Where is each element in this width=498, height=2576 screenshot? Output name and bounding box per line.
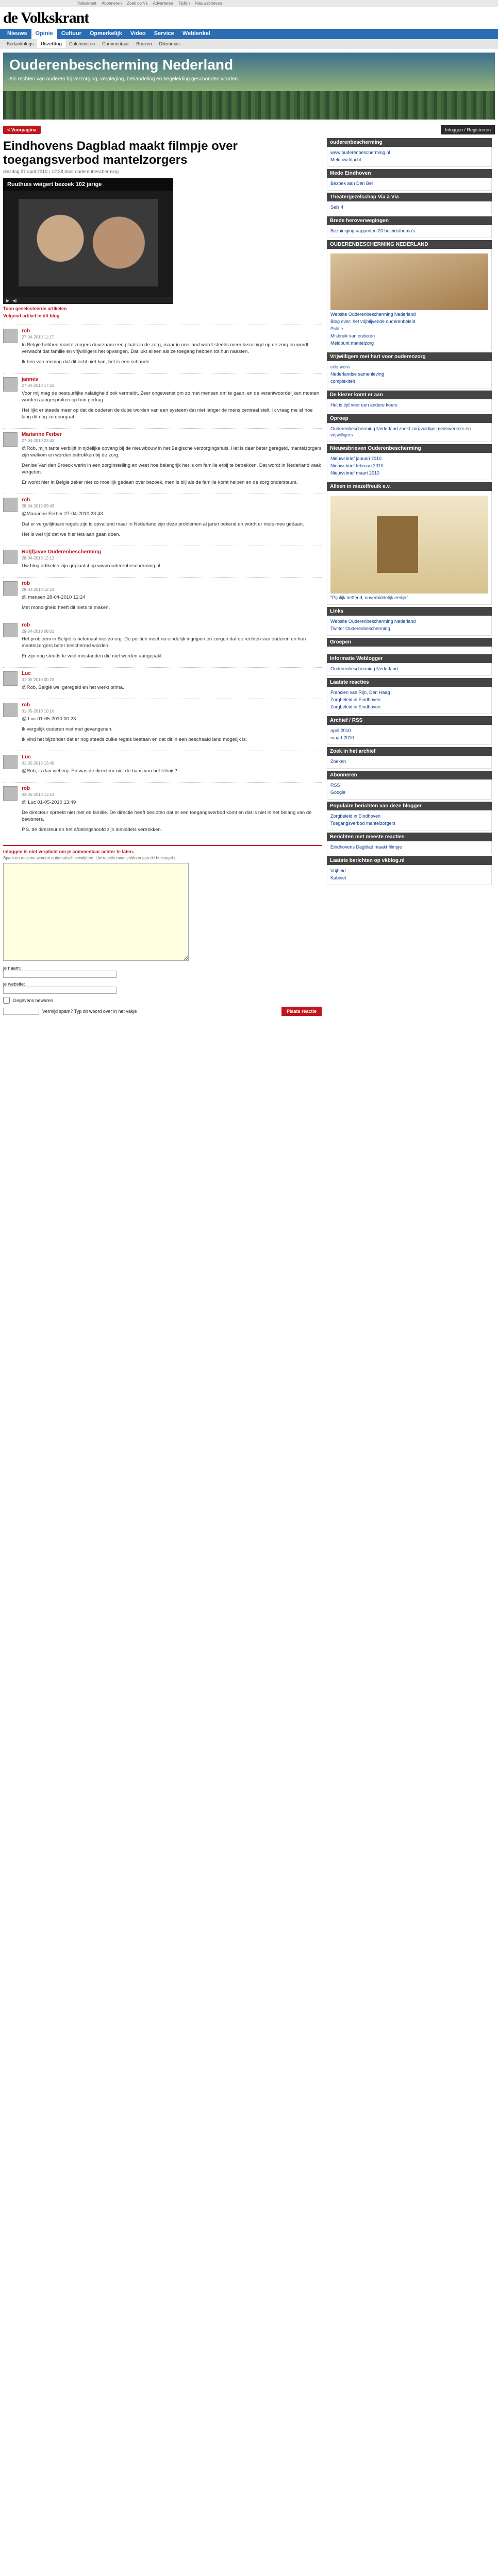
comment-time: 28-04-2010 12:12 [22,556,55,561]
sidebar-heading: Populaire berichten van deze blogger [327,802,492,810]
sidebar-body [327,491,492,605]
comment-time: 28-04-2010 09:43 [22,504,55,509]
sidebar-link[interactable]: Meldpunt mantelzorg [330,341,374,346]
comment-author[interactable]: rob [22,702,30,708]
sidebar-box [327,654,492,676]
sidebar-box [327,716,492,745]
subnav-tab[interactable]: Columnisten [69,41,95,46]
sidebar-link[interactable]: Toegangsverbod mantelzorgers [330,821,396,826]
sidebar-heading: Nieuwsbrieven Ouderenbescherming [327,444,492,453]
comment-text [22,768,322,774]
sidebar-body [327,687,492,714]
sidebar-link[interactable]: Nederlandse samenleving [330,371,385,377]
comment-author[interactable]: Luc [22,754,31,760]
sidebar-heading: Vrijwilligers met hart voor ouderenzorg [327,352,492,361]
sidebar-link[interactable]: "Pijnlijk treffend, onverbiddelijk eerlijk" [330,595,408,600]
comment-item [3,782,322,841]
comment-paragraph: Het is wel tijd dat we hier iets aan gaan doen. [22,532,121,537]
sidebar-body [327,399,492,412]
comment-paragraph: Het probleem in België is helemaal niet zo erg. De politiek moet nu eindelijk ingrijpen en zorgen dat de rechten van ouderen en hun mantelzorgers beter beschermd worden. [22,636,306,649]
nav-tab[interactable]: Opinie [31,29,57,39]
sidebar-body [327,147,492,167]
sidebar-box [327,638,492,652]
comment-time: 03-05-2010 11:14 [22,792,54,797]
comment-paragraph: @ mensen 28-04-2010 12:24 [22,595,86,600]
sidebar-link[interactable]: Zorgbeleid in Eindhoven [330,704,381,709]
comment-time: 27-04-2010 17:22 [22,383,55,388]
sidebar-link[interactable]: Zorgbeleid in Eindhoven [330,814,381,819]
subnav-tab[interactable]: Commentaar [102,41,129,46]
comment-text [22,563,322,569]
top-link[interactable]: Adverteren [153,1,173,6]
sidebar-link[interactable]: ede wens [330,364,351,369]
comment-paragraph: @ Luc 01-05-2010 00:23 [22,716,76,722]
captcha-row [3,1007,322,1016]
comment-paragraph: P.S. de directeur en het afdelingshoofd zijn inmiddels vertrokken. [22,827,162,833]
sidebar-link[interactable]: Seis 4 [330,205,344,210]
comment-author[interactable]: rob [22,328,30,334]
video-player[interactable] [3,178,173,304]
selected-articles-link[interactable]: Toon geselecteerde artikelen [3,306,67,311]
comment-time: 28-04-2010 12:24 [22,587,55,592]
sidebar-link[interactable]: Zoeken [330,759,346,764]
comment-text [22,594,322,611]
comment-time: 01-05-2010 10:10 [22,709,55,714]
sidebar-heading: ouderenbescherming [327,138,492,147]
logo-text: de Volkskrant [3,9,89,26]
sidebar-link[interactable]: Misbruik van ouderen [330,333,375,338]
comment-list [3,325,322,841]
nav-tab[interactable]: Nieuws [7,30,27,37]
sidebar-heading: Berichten met meeste reacties [327,833,492,841]
comment-paragraph: Ik vind het bijzonder dat er nog steeds zulke regels bestaan en dat dit in een beschaafd land mogelijk is. [22,737,247,742]
sidebar-box [327,856,492,885]
sidebar-link[interactable]: Google [330,790,346,795]
comment-paragraph: @ Luc 01-05-2010 13:49 [22,800,76,805]
nav-tab[interactable]: Video [130,30,146,37]
comment-paragraph: Er zijn nog steeds te veel misstanden die niet worden aangepakt. [22,653,163,659]
main-column [3,136,327,1016]
sidebar-link[interactable]: Website Ouderenbescherming Nederland [330,312,416,317]
sidebar-link[interactable]: www.ouderenbescherming.nl [330,150,390,155]
comment-text [22,445,322,486]
comment-paragraph: Ik vergelijk ouderen niet met gevangenen. [22,726,113,732]
avatar [3,671,18,686]
sidebar-body [327,178,492,191]
comment-form [3,845,322,1016]
sidebar-heading: Zoek in het archief [327,747,492,756]
sidebar-body [327,361,492,388]
comment-paragraph: Er wordt hier in Belgie zeker niet zo moeilijk gedaan over bezoek, men is blij als de familie komt helpen en de zorg ondersteunt. [22,480,298,485]
comment-author[interactable]: rob [22,581,30,586]
comment-paragraph: @Rob, België wel geregeld en het werkt prima. [22,685,124,690]
sidebar-box [327,747,492,769]
comment-item [3,619,322,667]
content-wrap [0,136,498,1016]
voorpagina-button[interactable]: < Voorpagina [3,126,41,134]
video-controls[interactable] [3,297,173,304]
sidebar-link[interactable]: Nieuwsbrief februari 2010 [330,463,384,468]
sidebar-box [327,169,492,191]
sidebar-link[interactable]: Meld uw klacht [330,157,361,162]
sidebar-link[interactable]: Nieuwsbrief maart 2010 [330,470,380,476]
sidebar-box [327,391,492,412]
sidebar-link[interactable]: Bezoek aan Den Bel [330,181,373,186]
sidebar-body [327,865,492,885]
main-nav [0,29,498,39]
sidebar-body [327,779,492,800]
avatar [3,432,18,447]
sidebar-heading: Links [327,607,492,616]
sidebar-heading: Laatste berichten op vkblog.nl [327,856,492,865]
nav-tab[interactable]: Opmerkelijk [89,30,122,37]
nav-tab[interactable]: Cultuur [61,30,81,37]
sidebar-body [327,225,492,238]
comment-item [3,667,322,699]
comment-paragraph: @Rob, is dan wel erg. En was de directeur niet de baas van het tehuis? [22,768,177,774]
sidebar-heading: Archief / RSS [327,716,492,725]
banner-subtitle: Als rechten van ouderen bij verzorging, verpleging, behandeling en begeleiding geschonden worden [9,76,238,82]
sidebar-link[interactable]: Bezuinigingsrapporten 20 beleidsthema's [330,228,416,233]
comment-paragraph: @Rob, mijn tante verblijft in tijdelijke opvang bij de nieuwbouw in het Belgische verzorgingshuis. Het is daar beter geregeld, mantelzorgers zijn welkom en worden betrokken bij de zorg. [22,446,322,458]
comment-paragraph: De directeur spreekt niet met de familie. De directie heeft besloten dat er een toegangsverbod komt en dat is niet in het belang van de bewoners. [22,810,312,822]
comment-author[interactable]: Marianne Ferber [22,432,62,437]
comment-text [22,511,322,538]
sidebar-box [327,802,492,831]
article-meta: dinsdag 27 april 2010 ‹ 12:38 door ouderenbescherming [3,169,119,174]
avatar [3,550,18,564]
comment-text [22,342,322,365]
sidebar-body [327,616,492,636]
avatar [3,703,18,717]
comment-paragraph: Het lijkt er steeds meer op dat de ouderen de dupe worden van een systeem dat niet langer de mens centraal stelt. Ik vraag me af hoe lang dit nog zo doorgaat. [22,408,313,420]
comment-text [22,684,322,691]
sidebar-link[interactable]: complexiteit [330,379,355,384]
top-link[interactable]: Tijdlijn [178,1,190,6]
logo[interactable] [0,7,498,29]
comment-author[interactable]: rob [22,786,30,791]
avatar [3,377,18,392]
sidebar-heading: Groepen [327,638,492,647]
sidebar-heading: De kiezer komt er aan [327,391,492,399]
top-link[interactable]: Volkskrant [77,1,96,6]
comment-time: 27-04-2010 11:17 [22,335,54,340]
sidebar-box [327,352,492,388]
sidebar-body [327,725,492,745]
sidebar-link[interactable]: april 2010 [330,728,351,733]
sidebar-box [327,771,492,800]
comment-time: 29-04-2010 08:01 [22,629,55,634]
sidebar-body [327,647,492,652]
comment-time: 01-05-2010 00:23 [22,677,55,682]
subnav-tab[interactable]: Bedankblogs [7,41,34,46]
login-button[interactable]: Inloggen / Registreren [441,125,495,134]
comment-paragraph: @Marianne Ferber 27-04-2010 23:43 [22,511,103,517]
sidebar-box [327,193,492,214]
website-label: je website: [3,981,25,987]
comment-text [22,636,322,659]
sub-nav [0,39,498,48]
captcha-label: Vermijd spam? Typ dit woord over in het vakje [42,1009,137,1014]
sidebar-link[interactable]: Twitter Ouderenbescherming [330,626,390,631]
top-links-bar [0,0,498,7]
comment-text [22,716,322,743]
sidebar-body [327,841,492,854]
sidebar-heading: Alleen in mezelfreuik e.v. [327,482,492,491]
sidebar-box [327,678,492,714]
sidebar-heading: OUDERENBESCHERMING NEDERLAND [327,240,492,249]
article-title: Eindhovens Dagblad maakt filmpje over toegangsverbod mantelzorgers [3,139,238,167]
sidebar-box [327,444,492,480]
website-input[interactable] [3,987,117,994]
sidebar-image [330,253,488,310]
subnav-tab[interactable]: Brieven [136,41,152,46]
sidebar-body [327,249,492,350]
comment-time: 01-05-2010 13:49 [22,761,55,766]
comment-item [3,546,322,577]
sidebar-body [327,453,492,480]
sidebar-link[interactable]: Eindhovens Dagblad maakt filmpje [330,844,402,850]
subnav-tab[interactable]: Dilemmas [159,41,180,46]
sidebar-box [327,138,492,167]
form-info: Spam en reclame worden automatisch verwijderd. Uw reactie moet voldoen aan de huisregels. [3,856,176,860]
comment-paragraph: In België hebben mantelzorgers duurzaam een plaats in de zorg, maar in ons land wordt steeds meer bezuinigd op de zorg en wordt verwacht dat familie en vrijwilligers het opvangen. Dat lukt alleen als ze toegang hebben tot hun naasten. [22,342,309,354]
blog-banner [3,53,495,120]
comment-paragraph: Ik ben van mening dat dit echt niet kan, het is een schande. [22,359,151,365]
sidebar-link[interactable]: RSS [330,783,340,788]
sidebar-box [327,216,492,238]
sidebar-heading: Brede heroverwegingen [327,216,492,225]
comment-author[interactable]: Luc [22,671,31,676]
submit-button[interactable]: Plaats reactie [281,1007,322,1016]
sidebar-heading: Oproep [327,414,492,423]
sidebar-heading: Abonneren [327,771,492,779]
form-note: Inloggen is niet verplicht om je commentaar achter te laten. [3,849,135,854]
comment-item [3,428,322,494]
sidebar-link[interactable]: Nieuwsbrief januari 2010 [330,456,382,461]
sidebar-link[interactable]: Website Ouderenbescherming Nederland [330,619,416,624]
sidebar-link[interactable]: Politie [330,326,343,331]
control-row [3,124,495,136]
top-link[interactable]: Zoek op Vk [127,1,148,6]
comment-item [3,373,322,428]
sidebar-link[interactable]: Kabinet [330,875,346,880]
comment-paragraph: Uw blog artikelen zijn geplaatst op www.ouderenbescherming.nl [22,563,160,569]
sidebar-heading: Mede Eindhoven [327,169,492,178]
sidebar-heading: Informatie Weblogger [327,654,492,663]
play-icon[interactable]: ▶ [6,298,10,303]
comment-author[interactable]: rob [22,497,30,503]
sidebar [327,136,492,1016]
avatar [3,329,18,343]
volume-icon[interactable]: ◀) [12,298,17,303]
captcha-input[interactable] [3,1008,39,1015]
comment-author[interactable]: jannes [22,377,38,382]
sidebar-heading: Laatste reacties [327,678,492,687]
sidebar-link[interactable]: maart 2010 [330,735,354,740]
sidebar-heading: Theatergezelschap Via à Via [327,193,492,201]
sidebar-box [327,607,492,636]
comment-time: 27-04-2010 23:43 [22,438,55,443]
top-link[interactable]: Abonneren [101,1,122,6]
sidebar-image [330,496,488,594]
comment-paragraph: Dat er vergelijkbare regels zijn is opvallend maar in Nederland zijn deze problemen al jaren bekend en wordt er niets mee gedaan. [22,521,304,527]
avatar [3,755,18,769]
comment-text [22,799,322,833]
sidebar-body [327,756,492,769]
sidebar-body [327,201,492,214]
comment-text [22,390,322,420]
comment-author[interactable]: Notjfjavve Ouderenbescherming [22,549,101,555]
name-label: je naam: [3,965,21,971]
video-still [19,199,158,286]
sidebar-box [327,482,492,605]
nav-tab[interactable]: Service [154,30,174,37]
comment-item [3,699,322,751]
nav-tab[interactable]: Weblenkel [182,30,210,37]
sidebar-box [327,414,492,442]
subnav-tab[interactable]: Uitzetting [37,39,65,48]
comment-item [3,751,322,782]
sidebar-link[interactable]: Vrijheid [330,868,346,873]
sidebar-box [327,833,492,854]
video-caption: Ruuthuis weigert bezoek 102 jarige [3,178,173,191]
avatar [3,623,18,637]
sidebar-link[interactable]: Blog over: het vrijblijvende ouderenbeleid [330,319,416,324]
sidebar-link[interactable]: Ouderenbescherming Nederland zoekt zorgvuldige medewerkers en vrijwilligers [330,426,471,437]
remember-row [3,997,322,1004]
sidebar-body [327,810,492,831]
sidebar-link[interactable]: Francien van Rijn, Den Haag [330,690,390,695]
sidebar-link[interactable]: Het is tijd voor een andere koers [330,402,397,408]
comment-item [3,325,322,373]
comment-item [3,494,322,546]
comment-paragraph: Met mondigheid heeft dit niets te maken. [22,605,110,611]
top-link[interactable]: Nieuwsbrieven [195,1,222,6]
avatar [3,786,18,801]
avatar [3,498,18,512]
sidebar-link[interactable]: Zorgbeleid in Eindhoven [330,697,381,702]
remember-checkbox[interactable] [3,997,10,1004]
comment-author[interactable]: rob [22,622,30,628]
sidebar-body [327,663,492,676]
comment-paragraph: Denise Van den Broeck werkt in een zorginstelling en weet hoe belangrijk het is om familie erbij te betrekken. Dat wordt in Nederland vaak vergeten. [22,463,321,475]
banner-image [3,91,495,120]
banner-title: Ouderenbescherming Nederland [9,57,234,73]
sidebar-body [327,423,492,442]
comment-paragraph: Voor mij mag de bestuurlijke nalatigheid ook vermeldt. Zeer ongewenst om zo met mensen om te gaan, en de verantwoordelijken moeten worden aangesproken op hun gedrag. [22,391,320,403]
name-input[interactable] [3,971,117,978]
comment-textarea[interactable] [3,863,189,961]
avatar [3,581,18,596]
comment-item [3,577,322,619]
next-article-link[interactable]: Volgend artikel in dit blog [3,313,60,318]
remember-label: Gegevens bewaren [13,997,54,1003]
sidebar-box [327,240,492,350]
sidebar-link[interactable]: Ouderenbescherming Nederland [330,666,398,671]
